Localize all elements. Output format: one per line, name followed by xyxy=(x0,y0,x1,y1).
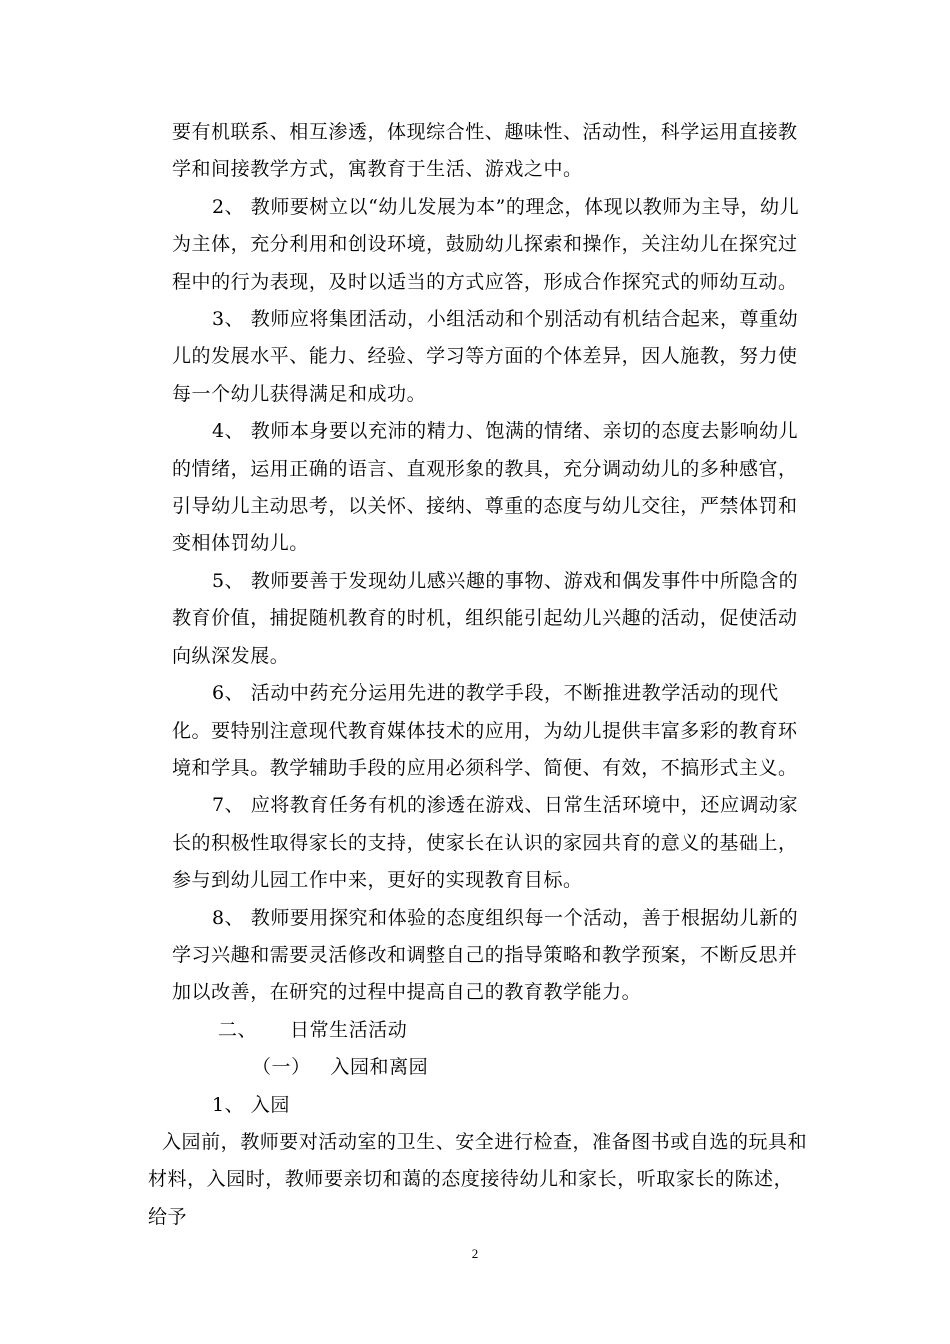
paragraph-item-5: 5、 教师要善于发现幼儿感兴趣的事物、游戏和偶发事件中所隐含的教育价值，捕捉随机教育的时机，组织能引起幼儿兴趣的活动，促使活动向纵深发展。 xyxy=(172,569,799,667)
document-body xyxy=(148,114,812,1236)
page-number: 2 xyxy=(471,1246,479,1261)
paragraph-item-3: 3、 教师应将集团活动，小组活动和个别活动有机结合起来，尊重幼儿的发展水平、能力、经验、学习等方面的个体差异，因人施教，努力使每一个幼儿获得满足和成功。 xyxy=(172,308,799,405)
paragraph-item-6: 6、 活动中药充分运用先进的教学手段，不断推进教学活动的现代化。要特别注意现代教育媒体技术的应用，为幼儿提供丰富多彩的教育环境和学具。教学辅助手段的应用必须科学、简便、有效，不搞形式主义。 xyxy=(172,682,798,779)
item-heading: 1、 入园 xyxy=(212,1093,290,1116)
paragraph-item-4: 4、 教师本身要以充沛的精力、饱满的情绪、亲切的态度去影响幼儿的情绪，运用正确的语言、直观形象的教具，充分调动幼儿的多种感官，引导幼儿主动思考，以关怀、接纳、尊重的态度与幼儿交往，严禁体罚和变相体罚幼儿。 xyxy=(172,420,799,555)
paragraph-item-2: 2、 教师要树立以“幼儿发展为本”的理念，体现以教师为主导，幼儿为主体，充分利用和创设环境，鼓励幼儿探索和操作，关注幼儿在探究过程中的行为表现，及时以适当的方式应答，形成合作探究式的师幼互动。 xyxy=(172,195,800,293)
subsection-heading: （一） 入园和离园 xyxy=(252,1056,429,1079)
section-heading: 二、 日常生活活动 xyxy=(218,1018,408,1041)
paragraph-item-7: 7、 应将教育任务有机的渗透在游戏、日常生活环境中，还应调动家长的积极性取得家长的支持，使家长在认识的家园共育的意义的基础上，参与到幼儿园工作中来，更好的实现教育目标。 xyxy=(172,794,799,892)
paragraph-item-8: 8、 教师要用探究和体验的态度组织每一个活动，善于根据幼儿新的学习兴趣和需要灵活修改和调整自己的指导策略和教学预案，不断反思并加以改善，在研究的过程中提高自己的教育教学能力。 xyxy=(172,906,799,1004)
paragraph-continuation: 要有机联系、相互渗透，体现综合性、趣味性、活动性，科学运用直接教学和间接教学方式，寓教育于生活、游戏之中。 xyxy=(172,121,798,181)
paragraph-entry: 入园前，教师要对活动室的卫生、安全进行检查，准备图书或自选的玩具和材料，入园时，教师要亲切和蔼的态度接待幼儿和家长，听取家长的陈述，给予 xyxy=(148,1130,808,1228)
